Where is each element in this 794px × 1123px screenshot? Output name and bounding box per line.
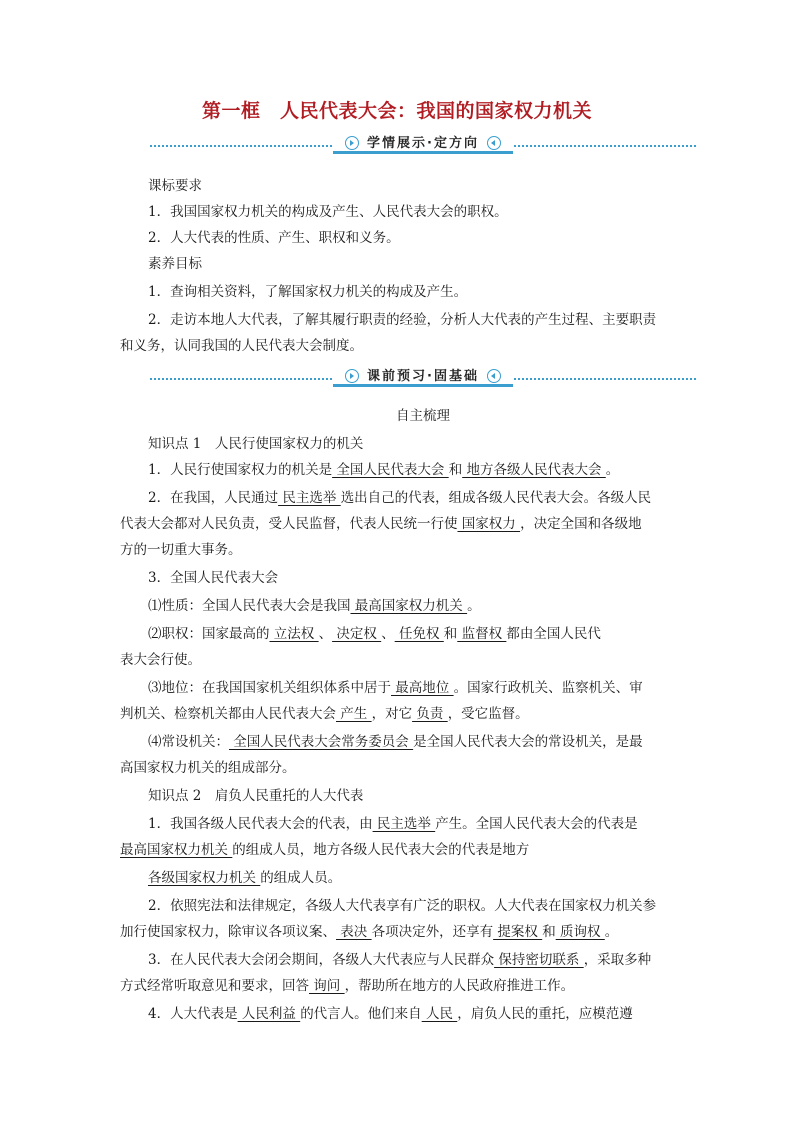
line-text: 。 (605, 462, 620, 478)
answer-blank: 询问 (309, 978, 345, 994)
line-text: ，决定全国和各级地 (520, 516, 642, 532)
arrow-left-icon (487, 136, 501, 150)
answer-blank: 全国人民代表大会 (332, 462, 449, 478)
text-line (148, 868, 698, 888)
line-text: 方的一切重大事务。 (120, 542, 242, 558)
line-text: 1．人民行使国家权力的机关是 (148, 462, 333, 478)
line-text: 的组成人员。 (260, 870, 342, 886)
text-line (120, 704, 698, 724)
text-line (120, 758, 698, 778)
line-text: ⑴性质：全国人民代表大会是我国 (148, 598, 351, 614)
line-text: ⑷常设机关： (148, 734, 229, 750)
text-line (148, 460, 698, 480)
line-text: ，对它 (371, 706, 413, 722)
text-line (148, 950, 698, 970)
line-text: 素养目标 (148, 256, 202, 272)
text-line (148, 202, 698, 222)
line-text: 高国家权力机关的组成部分。 (120, 760, 296, 776)
answer-blank: 民主选举 (372, 816, 436, 832)
answer-blank: 保持密切联系 (494, 952, 584, 968)
answer-blank: 最高国家权力机关 (120, 842, 233, 858)
answer-blank: 民主选举 (278, 490, 341, 506)
answer-blank: 产生 (336, 706, 372, 722)
line-text: 。国家行政机关、监察机关、审 (453, 680, 643, 696)
answer-blank: 人民利益 (237, 1006, 301, 1022)
text-line (120, 540, 698, 560)
line-text: ，采取多种 (583, 952, 652, 968)
answer-blank: 人民 (421, 1006, 458, 1022)
line-text: 代表大会都对人民负责，受人民监督，代表人民统一行使 (120, 516, 458, 532)
text-line (148, 406, 698, 426)
line-text: 3．在人民代表大会闭会期间，各级人大代表应与人民群众 (148, 952, 495, 968)
text-line (148, 310, 698, 330)
line-text: 2．走访本地人大代表，了解其履行职责的经验，分析人大代表的产生过程、主要职责 (148, 312, 657, 328)
answer-blank: 质询权 (555, 924, 605, 940)
answer-blank: 负责 (412, 706, 448, 722)
text-line (148, 814, 698, 834)
answer-blank: 全国人民代表大会常务委员会 (229, 734, 414, 750)
answer-blank: 地方各级人民代表大会 (462, 462, 606, 478)
text-line (148, 678, 698, 698)
line-text: 都由全国人民代 (506, 626, 601, 642)
line-text: 和 (542, 924, 556, 940)
line-text: 、 (381, 626, 395, 642)
answer-blank: 最高国家权力机关 (350, 598, 468, 614)
line-text: 3．全国人民代表大会 (148, 570, 279, 586)
answer-blank: 各级国家权力机关 (148, 870, 261, 886)
text-line (148, 786, 698, 806)
line-text: ，受它监督。 (447, 706, 529, 722)
text-line (120, 336, 698, 356)
line-text: 知识点 1 人民行使国家权力的机关 (148, 436, 364, 452)
line-text: 1．查询相关资料，了解国家权力机关的构成及产生。 (148, 284, 468, 300)
line-text: 2．人大代表的性质、产生、职权和义务。 (148, 230, 400, 246)
text-line (148, 1004, 698, 1024)
line-text: ⑶地位：在我国国家机关组织体系中居于 (148, 680, 391, 696)
text-line (148, 434, 698, 454)
line-text: 是全国人民代表大会的常设机关，是最 (413, 734, 643, 750)
answer-blank: 监督权 (457, 626, 507, 642)
line-text: 方式经常听取意见和要求，回答 (120, 978, 309, 994)
line-text: 、 (318, 626, 333, 642)
answer-blank: 国家权力 (457, 516, 521, 532)
line-text: 1．我国国家权力机关的构成及产生、人民代表大会的职权。 (148, 204, 508, 220)
page-title: 第一框 人民代表大会：我国的国家权力机关 (201, 100, 592, 122)
text-line (148, 624, 698, 644)
text-line (120, 840, 698, 860)
line-text: 2．在我国，人民通过 (148, 490, 279, 506)
line-text: 课标要求 (148, 178, 202, 194)
line-text: 加行使国家权力，除审议各项议案、 (120, 924, 336, 940)
text-line (120, 976, 698, 996)
answer-blank: 决定权 (332, 626, 382, 642)
line-text: ，帮助所在地方的人民政府推进工作。 (344, 978, 575, 994)
text-line (148, 568, 698, 588)
text-line (148, 896, 698, 916)
text-line (148, 282, 698, 302)
line-text: 的组成人员，地方各级人民代表大会的代表是地方 (232, 842, 530, 858)
text-line (148, 732, 698, 752)
line-text: ，肩负人民的重托，应模范遵 (457, 1006, 633, 1022)
text-line (148, 254, 698, 274)
line-text: 选出自己的代表，组成各级人民代表大会。各级人民 (340, 490, 652, 506)
text-line (120, 922, 698, 942)
line-text: 表大会行使。 (120, 652, 201, 668)
answer-blank: 提案权 (493, 924, 543, 940)
line-text: 1．我国各级人民代表大会的代表，由 (148, 816, 373, 832)
line-text: 产生。全国人民代表大会的代表是 (435, 816, 638, 832)
text-line (120, 514, 698, 534)
answer-blank: 最高地位 (391, 680, 454, 696)
arrow-left-icon (487, 369, 501, 383)
line-text: 的代言人。他们来自 (300, 1006, 422, 1022)
section-banner-2 (150, 368, 696, 390)
line-text: ⑵职权：国家最高的 (148, 626, 270, 642)
banner-label: 课前预习·固基础 (367, 369, 479, 384)
line-text: 判机关、检察机关都由人民代表大会 (120, 706, 336, 722)
answer-blank: 立法权 (269, 626, 319, 642)
text-line (148, 228, 698, 248)
banner-pill (333, 135, 513, 154)
text-line (120, 650, 698, 670)
answer-blank: 任免权 (394, 626, 444, 642)
line-text: 和义务，认同我国的人民代表大会制度。 (120, 338, 363, 354)
text-line (148, 488, 698, 508)
line-text: 。 (467, 598, 481, 614)
line-text: 4．人大代表是 (148, 1006, 238, 1022)
line-text: 和 (443, 626, 458, 642)
banner-pill (333, 368, 513, 387)
line-text: 。 (604, 924, 619, 940)
text-line (148, 596, 698, 616)
section-banner-1 (150, 135, 696, 157)
banner-label: 学情展示·定方向 (367, 136, 479, 151)
answer-blank: 表决 (336, 924, 372, 940)
text-line (148, 176, 698, 196)
line-text: 各项决定外，还享有 (371, 924, 494, 940)
line-text: 2．依照宪法和法律规定，各级人大代表享有广泛的职权。人大代表在国家权力机关参 (148, 898, 657, 914)
line-text: 知识点 2 肩负人民重托的人大代表 (148, 788, 364, 804)
line-text: 自主梳理 (396, 408, 450, 424)
line-text: 和 (448, 462, 463, 478)
